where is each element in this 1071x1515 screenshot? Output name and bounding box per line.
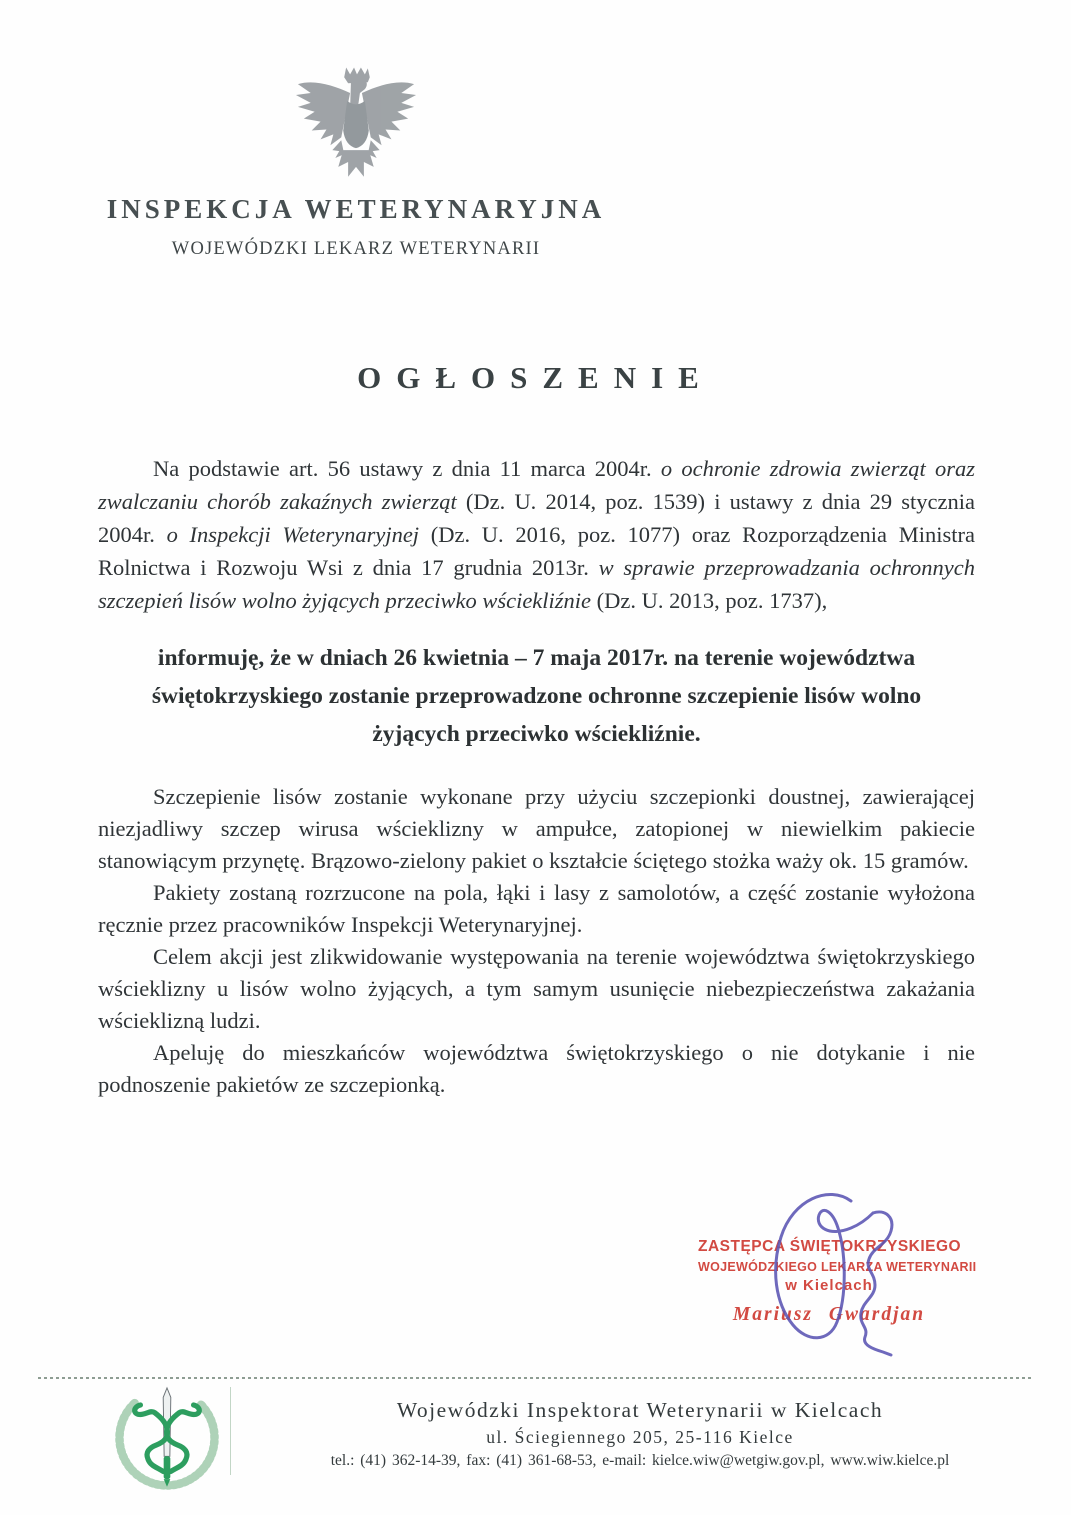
body-paragraph: Pakiety zostaną rozrzucone na pola, łąki i lasy z samolotów, a część zostanie wyłożona ręcznie przez pracowników Inspekcji Weterynaryjnej. (98, 880, 975, 937)
stamp-line-2: WOJEWÓDZKIEGO LEKARZA WETERYNARII (698, 1260, 977, 1274)
legal-segment: Na podstawie art. 56 ustawy z dnia 11 marca 2004r. (153, 456, 661, 481)
legal-segment: o ochronie zdrowia zwierząt oraz zwalczaniu chorób zakaźnych zwierząt (98, 456, 975, 514)
legal-segment: (Dz. U. 2013, poz. 1737), (591, 588, 828, 613)
org-name: INSPEKCJA WETERYNARYJNA (106, 194, 606, 224)
document-body (98, 452, 975, 1101)
org-subtitle: WOJEWÓDZKI LEKARZ WETERYNARII (171, 239, 541, 259)
document-title: OGŁOSZENIE (357, 360, 714, 395)
legal-basis-paragraph (98, 452, 975, 617)
legal-segment: (Dz. U. 2016, poz. 1077) oraz Rozporządzenia Ministra Rolnictwa i Rozwoju Wsi z dnia 17 grudnia 2013r. (98, 522, 975, 580)
body-paragraph: Apeluję do mieszkańców województwa świętokrzyskiego o nie dotykanie i nie podnoszenie pakietów ze szczepionką. (98, 1040, 975, 1097)
footer-address: ul. Ściegiennego 205, 25-116 Kielce (486, 1427, 794, 1447)
footer-org-name: Wojewódzki Inspektorat Weterynarii w Kielcach (396, 1398, 884, 1422)
stamp-line-1: ZASTĘPCA ŚWIĘTOKRZYSKIEGO (698, 1238, 962, 1255)
footer-contact: tel.: (41) 362-14-39, fax: (41) 361-68-53, e-mail: kielce.wiw@wetgiw.gov.pl, www.wiw.kielce.pl (330, 1452, 950, 1469)
announcement-paragraph: informuję, że w dniach 26 kwietnia – 7 maja 2017r. na terenie województwa świętokrzyskiego zostanie przeprowadzone ochronne szczepienie lisów wolno żyjących przeciwko wściekliźnie. (151, 645, 922, 747)
body-paragraph: Szczepienie lisów zostanie wykonane przy użyciu szczepionki doustnej, zawierającej niezjadliwy szczep wirusa wścieklizny w ampułce, zatopionej w niewielkim pakiecie stanowiącym przynętę. Brązowo-zielony pakiet o kształcie ściętego stożka waży ok. 15 gramów. (98, 784, 975, 873)
stamp-signer-name: Mariusz Gwardjan (732, 1304, 926, 1325)
legal-segment: (Dz. U. 2014, poz. 1539) i ustawy z dnia 29 stycznia 2004r. (98, 489, 975, 547)
polish-eagle-emblem (292, 58, 420, 198)
footer-separator (38, 1377, 1033, 1379)
footer (245, 1398, 1035, 1470)
handwritten-signature-icon (733, 1183, 945, 1363)
stamp-line-3: w Kielcach (785, 1277, 873, 1294)
legal-segment: o Inspekcji Weterynaryjnej (166, 522, 420, 547)
body-paragraph: Celem akcji jest zlikwidowanie występowania na terenie województwa świętokrzyskiego wścieklizny u lisów wolno żyjących, a tym samym usunięcie niebezpieczeństwa zakażania wścieklizną ludzi. (98, 944, 975, 1033)
letterhead (62, 194, 650, 260)
legal-segment: w sprawie przeprowadzania ochronnych szczepień lisów wolno żyjących przeciwko wściekliźnie (98, 555, 975, 613)
veterinary-caduceus-logo (98, 1386, 236, 1500)
footer-divider-line (230, 1387, 231, 1475)
